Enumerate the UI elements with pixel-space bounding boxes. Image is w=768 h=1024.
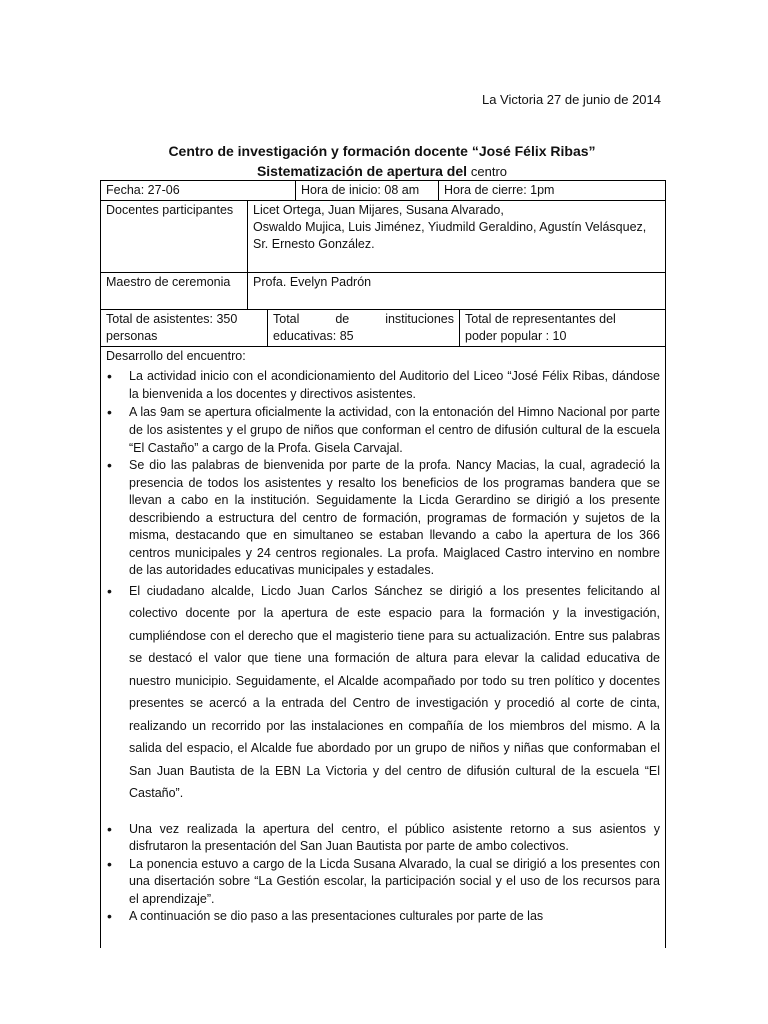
representantes-line: Total de representantes del	[465, 312, 616, 326]
subtitle-normal: centro	[470, 164, 508, 179]
list-item	[106, 821, 660, 856]
bullet-dot-icon: •	[107, 457, 112, 473]
docentes-label: Docentes participantes	[106, 203, 234, 217]
asistentes-cell	[101, 310, 267, 346]
document-subtitle	[100, 163, 664, 179]
representantes-line: poder popular : 10	[465, 329, 567, 343]
bullet-dot-icon: •	[107, 855, 112, 872]
fecha-cell: Fecha: 27-06	[106, 183, 180, 197]
bullet-dot-icon: •	[107, 582, 112, 599]
maestro-label: Maestro de ceremonia	[106, 275, 231, 289]
hora-cierre-cell: Hora de cierre: 1pm	[438, 181, 665, 200]
bullet-dot-icon: •	[107, 908, 112, 924]
list-item-text: A las 9am se apertura oficialmente la actividad, con la entonación del Himno Nacional por parte de los asistentes y el grupo de niños que conforman el centro de difusión cultural de la escuela “El Castaño” a cargo de la Profa. Gisela Carvajal.	[129, 405, 660, 455]
document-title: Centro de investigación y formación docente “José Félix Ribas”	[168, 143, 596, 159]
list-item	[106, 403, 660, 457]
list-item-text: Una vez realizada la apertura del centro, el público asistente retorno a sus asientos y disfrutaron la presentación del San Juan Bautista por parte de ambo colectivos.	[129, 821, 660, 853]
representantes-cell	[459, 310, 665, 346]
asistentes-line: personas	[106, 329, 158, 343]
instituciones-word: Total	[273, 312, 300, 326]
list-item	[106, 367, 660, 403]
totals-row	[101, 310, 665, 347]
instituciones-cell	[267, 310, 459, 346]
list-item	[106, 457, 660, 580]
list-item	[106, 908, 660, 926]
docentes-line: Sr. Ernesto González.	[253, 237, 375, 251]
maestro-row	[101, 273, 665, 310]
list-item-text: El ciudadano alcalde, Licdo Juan Carlos Sánchez se dirigió a los presentes felicitando al colectivo docente por la apertura de este espacio para la formación y la investigación, cumpliéndose con el derecho que el magisterio tiene para su actualización. Entre sus palabras se destacó el valor que tiene una formación de altura para elevar la calidad educativa de nuestro municipio. Seguidamente, el Alcalde acompañado por todo su tren político y docentes presentes se acercó a la entrada del Centro de investigación y procedió al corte de cinta, realizando un recorrido por las instalaciones en compañía de los miembros del mismo. A la salida del espacio, el Alcalde fue abordado por un grupo de niños y niñas que conformaban el San Juan Bautista de la EBN La Victoria y del centro de difusión cultural de la escuela “El Castaño”.	[129, 583, 660, 800]
desarrollo-section	[101, 347, 665, 948]
hora-inicio-cell: Hora de inicio: 08 am	[295, 181, 438, 200]
list-item-text: La ponencia estuvo a cargo de la Licda Susana Alvarado, la cual se dirigió a los presentes con una disertación sobre “La Gestión escolar, la participación social y el uso de los recursos para el aprendizaje”.	[129, 856, 660, 906]
maestro-value: Profa. Evelyn Padrón	[247, 273, 665, 309]
bullet-dot-icon: •	[107, 820, 112, 837]
schedule-row	[101, 181, 665, 201]
instituciones-word: de	[335, 312, 350, 326]
docentes-row	[101, 201, 665, 273]
docentes-value	[247, 201, 665, 272]
list-item-text: La actividad inicio con el acondicionamiento del Auditorio del Liceo “José Félix Ribas, dándose la bienvenida a los docentes y directivos asistentes.	[129, 369, 660, 401]
document-date: La Victoria 27 de junio de 2014	[481, 92, 661, 107]
report-table	[100, 180, 666, 948]
subtitle-bold: Sistematización de apertura del	[256, 163, 468, 179]
desarrollo-list	[106, 367, 660, 926]
bullet-dot-icon: •	[107, 368, 112, 384]
list-item-text: Se dio las palabras de bienvenida por parte de la profa. Nancy Macias, la cual, agradeció la presencia de todos los asistentes y resalto los beneficios de los programas bandera que se llevan a cabo en la institución. Seguidamente la Licda Gerardino se dirigió a los presente describiendo a estructura del centro de formación, programas de formación y sujetos de la misma, destacando que en simultaneo se estaban llevando a cabo la apertura de los 366 centros municipales y 24 centros regionales. La profa. Maiglaced Castro intervino en nombre de las autoridades educativas municipales y estadales.	[129, 458, 660, 577]
instituciones-line	[273, 311, 454, 328]
asistentes-line: Total de asistentes: 350	[106, 312, 238, 326]
docentes-line: Oswaldo Mujica, Luis Jiménez, Yiudmild Geraldino, Agustín Velásquez,	[253, 220, 647, 234]
bullet-dot-icon: •	[107, 404, 112, 420]
docentes-line: Licet Ortega, Juan Mijares, Susana Alvarado,	[253, 203, 504, 217]
list-item-text: A continuación se dio paso a las presentaciones culturales por parte de las	[129, 909, 544, 923]
list-item	[106, 856, 660, 909]
instituciones-line: educativas: 85	[273, 329, 354, 343]
desarrollo-title: Desarrollo del encuentro:	[106, 349, 246, 363]
instituciones-word: instituciones	[385, 312, 454, 326]
list-item	[106, 580, 660, 805]
